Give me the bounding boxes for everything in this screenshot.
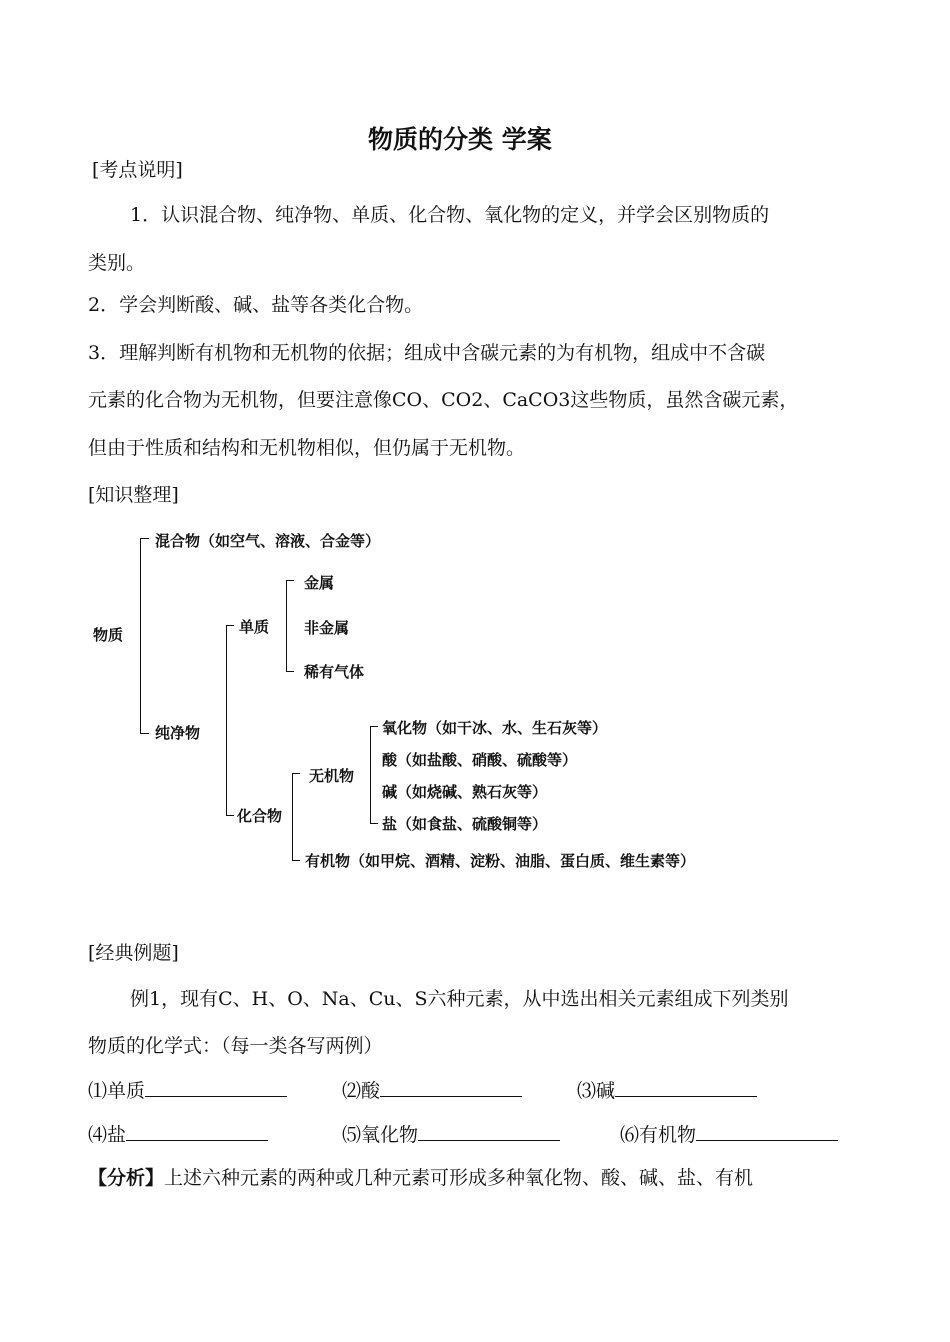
diagram-nonmetal: 非金属 [304,619,350,637]
exam-point-3-cont2: 但由于性质和结构和无机物相似，但仍属于无机物。 [88,437,526,459]
question-6-label: ⑹有机物 [620,1124,697,1146]
diagram-pure: 纯净物 [155,724,201,742]
diagram-metal: 金属 [304,574,335,592]
question-5 [342,1120,560,1147]
section-heading-examples: [经典例题] [88,942,179,964]
example-line-1: 例1，现有C、H、O、Na、Cu、S六种元素，从中选出相关元素组成下列类别 [130,988,789,1010]
question-2 [342,1076,522,1103]
question-6 [620,1120,838,1147]
question-3-label: ⑶碱 [577,1080,616,1102]
section-heading-knowledge: [知识整理] [88,484,179,506]
diagram-oxide: 氧化物（如干冰、水、生石灰等） [382,719,608,737]
question-2-label: ⑵酸 [342,1080,381,1102]
example-line-2: 物质的化学式：（每一类各写两例） [88,1035,383,1057]
answer-blank-6[interactable] [696,1122,838,1141]
diagram-acid: 酸（如盐酸、硝酸、硫酸等） [382,751,578,769]
section-heading-exam-points: [考点说明] [92,159,183,181]
answer-blank-1[interactable] [145,1078,287,1097]
answer-blank-2[interactable] [380,1078,522,1097]
question-4 [88,1120,268,1147]
question-4-label: ⑷盐 [88,1124,127,1146]
exam-point-3: 3．理解判断有机物和无机物的依据；组成中含碳元素的为有机物，组成中不含碳 [88,342,766,364]
answer-blank-5[interactable] [418,1122,560,1141]
question-1-label: ⑴单质 [88,1080,146,1102]
diagram-compound: 化合物 [237,807,283,825]
diagram-base: 碱（如烧碱、熟石灰等） [382,783,548,801]
diagram-noble-gas: 稀有气体 [304,663,365,681]
diagram-mixture: 混合物（如空气、溶液、合金等） [155,532,381,550]
diagram-salt: 盐（如食盐、硫酸铜等） [382,815,548,833]
question-1 [88,1076,287,1103]
diagram-inorganic: 无机物 [309,767,355,785]
diagram-element: 单质 [239,618,270,636]
analysis-paragraph [88,1163,753,1190]
page-title: 物质的分类 学案 [368,125,552,154]
exam-point-3-cont1: 元素的化合物为无机物，但要注意像CO、CO2、CaCO3这些物质，虽然含碳元素， [88,389,799,411]
answer-blank-3[interactable] [615,1078,757,1097]
diagram-root: 物质 [93,626,124,644]
question-5-label: ⑸氧化物 [342,1124,419,1146]
exam-point-1: 1．认识混合物、纯净物、单质、化合物、氧化物的定义，并学会区别物质的 [130,204,770,226]
diagram-organic: 有机物（如甲烷、酒精、淀粉、油脂、蛋白质、维生素等） [305,852,696,870]
question-3 [577,1076,757,1103]
exam-point-1-cont: 类别。 [88,252,146,274]
exam-point-2: 2．学会判断酸、碱、盐等各类化合物。 [88,294,424,316]
answer-blank-4[interactable] [126,1122,268,1141]
analysis-text: 上述六种元素的两种或几种元素可形成多种氧化物、酸、碱、盐、有机 [164,1167,754,1189]
analysis-tag: 【分析】 [88,1167,165,1189]
